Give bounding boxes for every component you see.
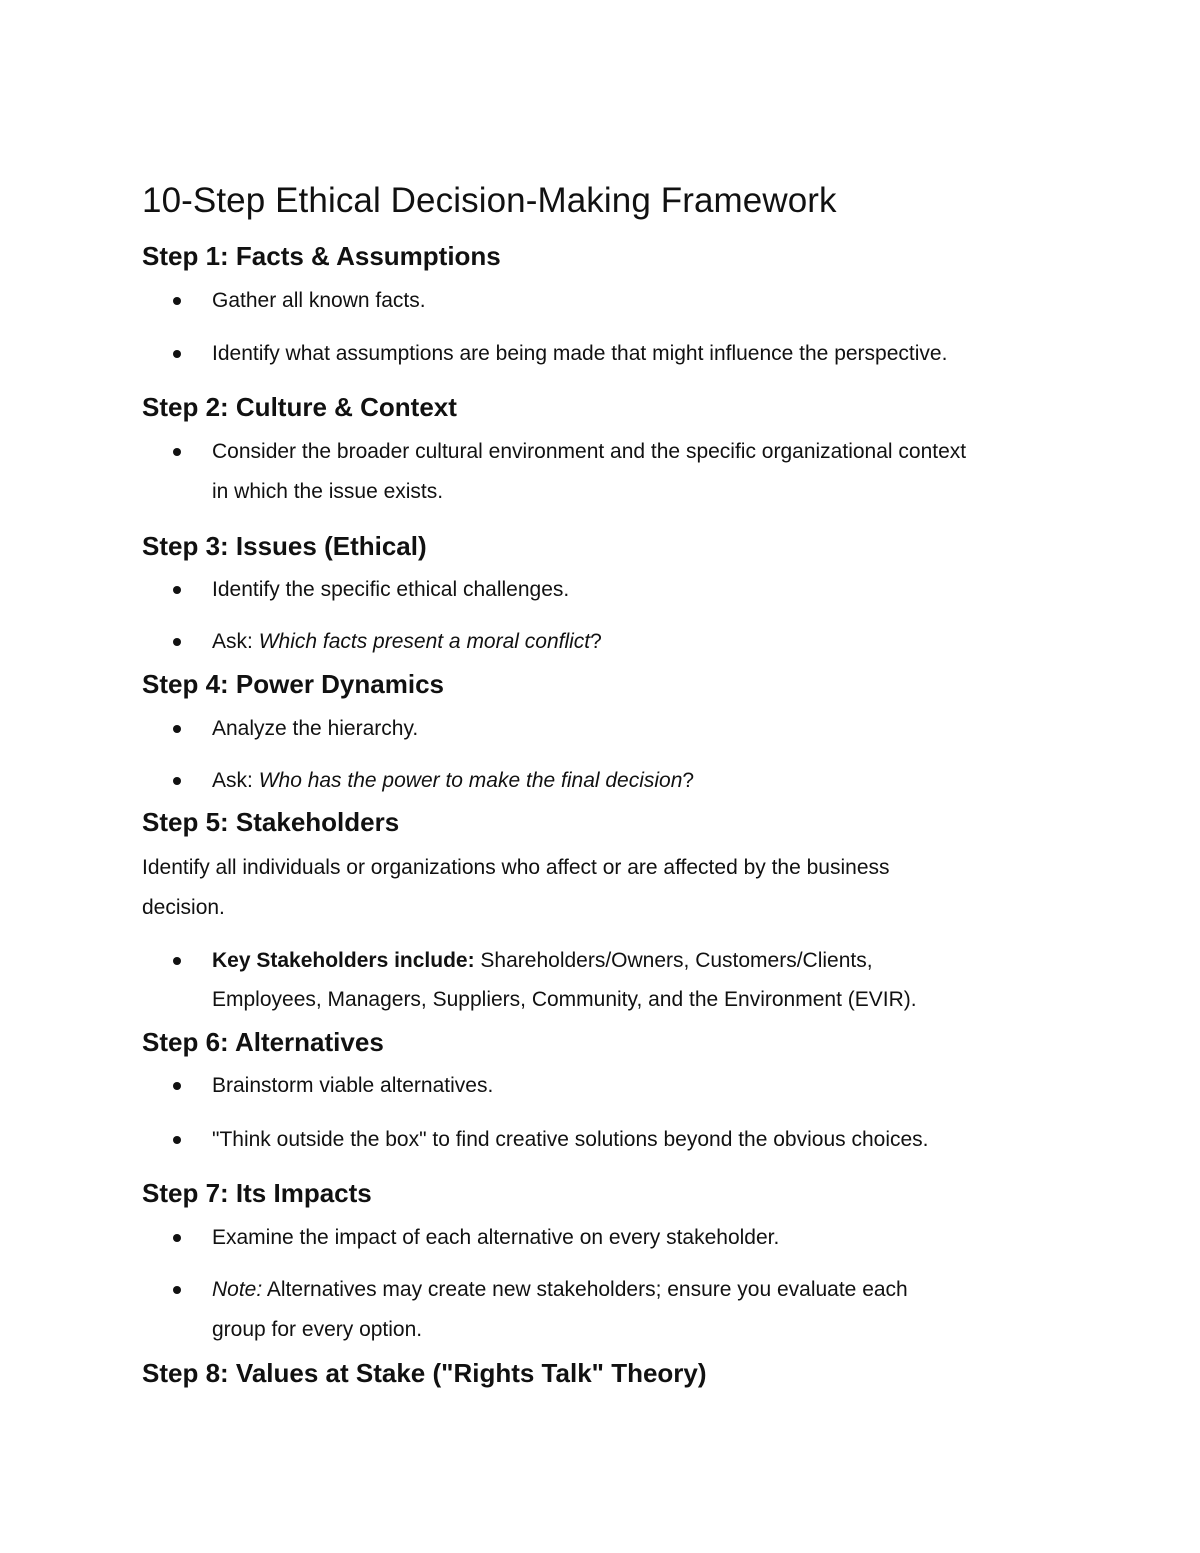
step-3-heading: Step 3: Issues (Ethical) — [142, 531, 427, 561]
step-4-bullet-2: Ask: Who has the power to make the final decision? — [212, 769, 695, 792]
bullet-icon — [173, 448, 181, 456]
bullet-icon — [173, 725, 181, 733]
bullet-icon — [173, 1286, 181, 1294]
step-5-heading: Step 5: Stakeholders — [142, 807, 400, 837]
step-1-bullet-2: Identify what assumptions are being made that might influence the perspective. — [212, 342, 948, 365]
bullet-icon — [173, 1136, 181, 1144]
bullet-icon — [173, 638, 181, 646]
step-7-bullet-1: Examine the impact of each alternative on every stakeholder. — [212, 1226, 780, 1249]
step-5-intro-line-1: Identify all individuals or organizations who affect or are affected by the business — [142, 856, 890, 879]
step-5-intro-line-2: decision. — [142, 896, 225, 919]
step-2-heading: Step 2: Culture & Context — [142, 392, 457, 422]
bullet-icon — [173, 957, 181, 965]
step-2-bullet-1-line-2: in which the issue exists. — [212, 480, 444, 503]
step-6-bullet-1: Brainstorm viable alternatives. — [212, 1074, 494, 1097]
bullet-icon — [173, 297, 181, 305]
step-4-heading: Step 4: Power Dynamics — [142, 669, 444, 699]
step-5-bullet-1-line-2: Employees, Managers, Suppliers, Community, and the Environment (EVIR). — [212, 988, 917, 1011]
step-7-bullet-2-line-2: group for every option. — [212, 1318, 423, 1341]
step-5-bullet-1-line-1: Key Stakeholders include: Shareholders/Owners, Customers/Clients, — [212, 949, 873, 972]
step-4-bullet-1: Analyze the hierarchy. — [212, 717, 419, 740]
bullet-icon — [173, 350, 181, 358]
step-1-bullet-1: Gather all known facts. — [212, 289, 426, 312]
step-2-bullet-1-line-1: Consider the broader cultural environment and the specific organizational context — [212, 440, 967, 463]
document-title: 10-Step Ethical Decision-Making Framework — [142, 181, 837, 220]
step-7-heading: Step 7: Its Impacts — [142, 1178, 372, 1208]
step-8-heading: Step 8: Values at Stake ("Rights Talk" Theory) — [142, 1358, 707, 1388]
bullet-icon — [173, 586, 181, 594]
bullet-icon — [173, 1234, 181, 1242]
step-3-bullet-1: Identify the specific ethical challenges. — [212, 578, 570, 601]
step-7-bullet-2-line-1: Note: Alternatives may create new stakeholders; ensure you evaluate each — [212, 1278, 908, 1301]
bullet-icon — [173, 1082, 181, 1090]
step-3-bullet-2: Ask: Which facts present a moral conflict? — [212, 630, 602, 653]
step-6-bullet-2: "Think outside the box" to find creative solutions beyond the obvious choices. — [212, 1128, 929, 1151]
step-6-heading: Step 6: Alternatives — [142, 1027, 384, 1057]
step-1-heading: Step 1: Facts & Assumptions — [142, 241, 501, 271]
bullet-icon — [173, 777, 181, 785]
